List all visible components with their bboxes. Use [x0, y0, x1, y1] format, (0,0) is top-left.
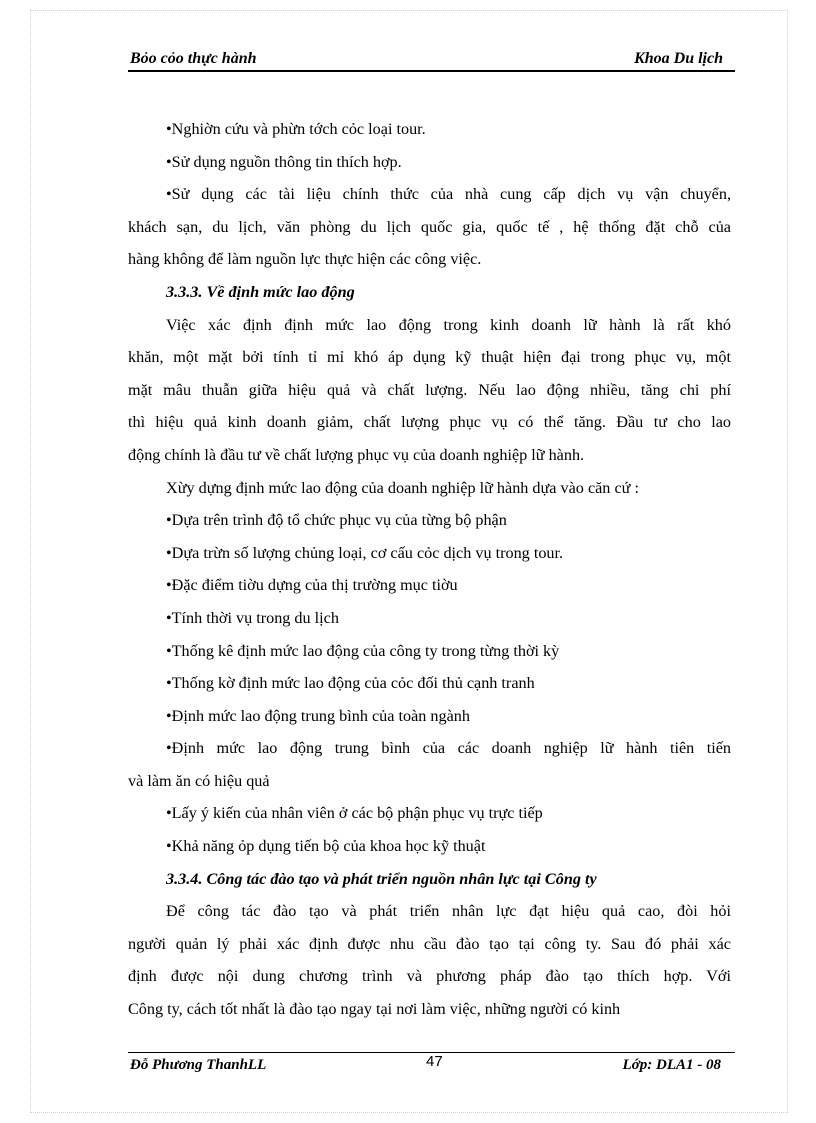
bullet-item: •Dựa trừn số lượng chủng loại, cơ cấu cỏc dịch vụ trong tour. — [166, 543, 564, 562]
bullet-item: •Lấy ý kiến của nhân viên ở các bộ phận phục vụ trực tiếp — [166, 804, 543, 823]
section-heading: 3.3.4. Công tác đào tạo và phát triển nguồn nhân lực tại Công ty — [166, 869, 597, 888]
bullet-item: •Sử dụng các tài liệu chính thức của nhà cung cấp dịch vụ vận chuyển, — [166, 185, 731, 204]
paragraph-line: Công ty, cách tốt nhất là đào tạo ngay tại nơi làm việc, những người có kinh — [128, 1000, 621, 1019]
section-heading: 3.3.3. Về định mức lao động — [166, 282, 355, 301]
bullet-item: •Dựa trên trình độ tổ chức phục vụ của từng bộ phận — [166, 511, 507, 530]
paragraph-line: động chính là đầu tư về chất lượng phục vụ của doanh nghiệp lữ hành. — [128, 445, 585, 464]
paragraph-line: Xừy dựng định mức lao động của doanh nghiệp lữ hành dựa vào căn cứ : — [166, 478, 639, 497]
paragraph-line: mặt mâu thuẫn giữa hiệu quả và chất lượng. Nếu lao động nhiều, tăng chi phí — [128, 380, 731, 399]
page-footer — [128, 1053, 735, 1079]
page-number: 47 — [426, 1053, 443, 1070]
paragraph-line: Việc xác định định mức lao động trong kinh doanh lữ hành là rất khó — [166, 315, 731, 334]
bullet-item: •Định mức lao động trung bình của các doanh nghiệp lữ hành tiên tiến — [166, 739, 731, 758]
bullet-item: •Thống kờ định mức lao động của cỏc đối thủ cạnh tranh — [166, 674, 535, 693]
header-report-title: Bỏo cỏo thực hành — [130, 50, 257, 67]
bullet-item: •Định mức lao động trung bình của toàn ngành — [166, 706, 470, 725]
bullet-item: •Đặc điểm tiờu dựng của thị trường mục tiờu — [166, 576, 458, 595]
page-header — [128, 48, 735, 70]
bullet-item: •Thống kê định mức lao động của công ty trong từng thời kỳ — [166, 641, 560, 660]
paragraph-line: thì hiệu quả kinh doanh giảm, chất lượng phục vụ có thể tăng. Đầu tư cho lao — [128, 413, 731, 432]
bullet-item: •Sử dụng nguồn thông tin thích hợp. — [166, 152, 402, 171]
paragraph-line: và làm ăn có hiệu quả — [128, 771, 270, 790]
paragraph-line: hàng không để làm nguồn lực thực hiện các công việc. — [128, 250, 482, 269]
paragraph-line: khăn, một mặt bởi tính tỉ mỉ khó áp dụng kỹ thuật hiện đại trong phục vụ, một — [128, 348, 731, 367]
footer-class: Lớp: DLA1 - 08 — [622, 1057, 721, 1073]
paragraph-line: định được nội dung chương trình và phương pháp đào tạo thích hợp. Với — [128, 967, 731, 986]
bullet-item: •Khả năng ỏp dụng tiến bộ của khoa học kỹ thuật — [166, 837, 486, 856]
header-rule — [128, 70, 735, 72]
header-faculty: Khoa Du lịch — [634, 50, 723, 67]
paragraph-line: khách sạn, du lịch, văn phòng du lịch quốc gia, quốc tế , hệ thống đặt chỗ của — [128, 217, 731, 236]
bullet-item: •Nghiờn cứu và phừn tớch cỏc loại tour. — [166, 120, 426, 138]
footer-author: Đỗ Phương ThanhLL — [130, 1057, 267, 1073]
paragraph-line: Để công tác đào tạo và phát triển nhân lực đạt hiệu quả cao, đòi hỏi — [166, 902, 731, 921]
page-body — [128, 113, 731, 1026]
bullet-item: •Tính thời vụ trong du lịch — [166, 608, 339, 627]
paragraph-line: người quản lý phải xác định được nhu cầu đào tạo tại công ty. Sau đó phải xác — [128, 934, 731, 953]
